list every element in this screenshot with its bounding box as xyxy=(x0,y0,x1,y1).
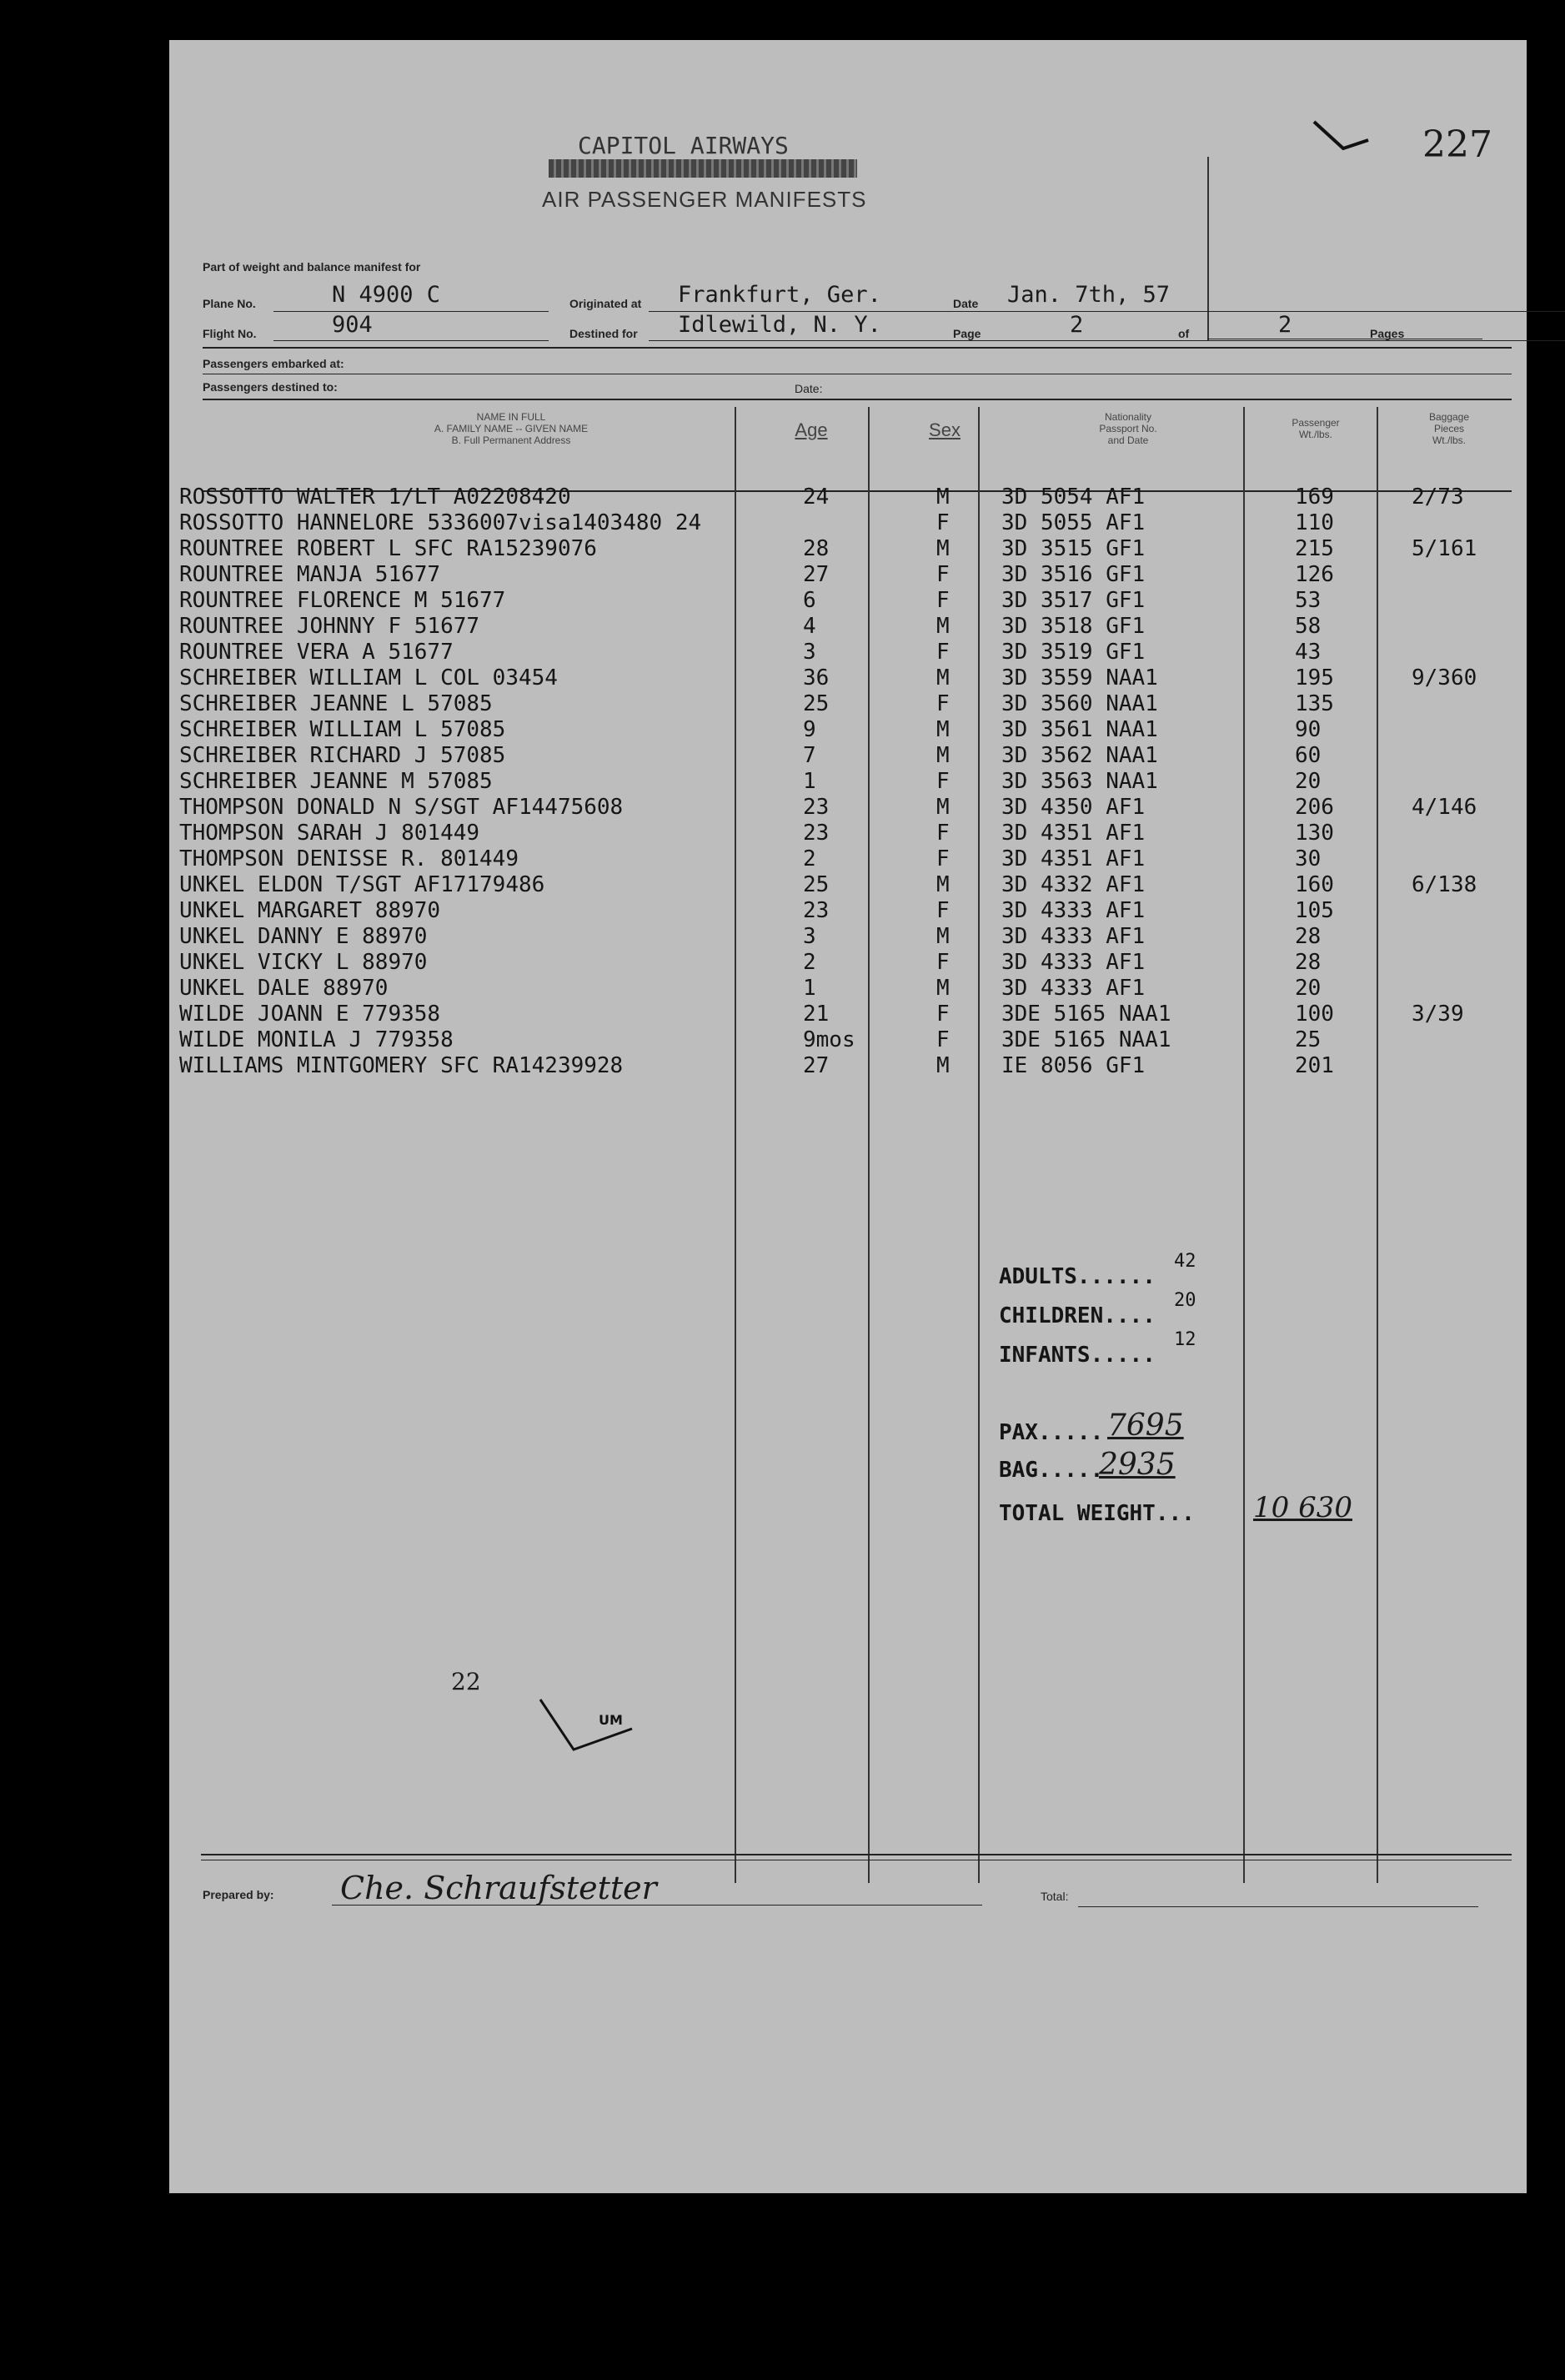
embarked-label: Passengers embarked at: xyxy=(203,357,344,370)
passenger-name: UNKEL ELDON T/SGT AF17179486 xyxy=(179,872,545,897)
col-weight-header: Passenger Wt./lbs. xyxy=(1292,417,1340,440)
destined-to-label: Passengers destined to: xyxy=(203,380,338,394)
passenger-weight: 206 xyxy=(1295,795,1334,820)
passenger-weight: 195 xyxy=(1295,665,1334,690)
passenger-age: 23 xyxy=(803,795,830,820)
passenger-passport: 3D 4350 AF1 xyxy=(1001,795,1146,820)
passenger-passport: 3D 4333 AF1 xyxy=(1001,950,1146,975)
page-number: 227 xyxy=(1422,123,1492,166)
passenger-passport: 3D 4333 AF1 xyxy=(1001,924,1146,949)
passenger-name: ROSSOTTO WALTER 1/LT A02208420 xyxy=(179,485,571,510)
passenger-name: SCHREIBER JEANNE L 57085 xyxy=(179,691,493,716)
passenger-weight: 90 xyxy=(1295,717,1322,742)
passenger-age: 36 xyxy=(803,665,830,690)
passenger-passport: IE 8056 GF1 xyxy=(1001,1053,1146,1078)
table-row xyxy=(169,1053,1527,1079)
passenger-passport: 3D 3560 NAA1 xyxy=(1001,691,1158,716)
table-row xyxy=(169,640,1527,665)
table-row xyxy=(169,510,1527,536)
passenger-passport: 3D 4351 AF1 xyxy=(1001,846,1146,871)
table-row xyxy=(169,743,1527,769)
passenger-passport: 3D 3518 GF1 xyxy=(1001,614,1146,639)
table-row xyxy=(169,846,1527,872)
passenger-passport: 3D 3515 GF1 xyxy=(1001,536,1146,561)
passenger-age: 27 xyxy=(803,562,830,587)
table-row xyxy=(169,562,1527,588)
infants-value: 12 xyxy=(1174,1329,1196,1350)
pax-value: 7695 xyxy=(1107,1408,1184,1443)
check-mark-icon xyxy=(1310,115,1377,168)
passenger-age: 7 xyxy=(803,743,816,768)
passenger-weight: 105 xyxy=(1295,898,1334,923)
pax-row: PAX..... 7695 xyxy=(999,1408,1184,1445)
passenger-age: 28 xyxy=(803,536,830,561)
col-passport-header: Nationality Passport No. and Date xyxy=(1099,411,1157,446)
passenger-name: ROUNTREE VERA A 51677 xyxy=(179,640,454,665)
bag-row: BAG..... 2935 xyxy=(999,1448,1176,1483)
passenger-sex: F xyxy=(936,846,950,871)
passenger-passport: 3D 5054 AF1 xyxy=(1001,485,1146,510)
passenger-passport: 3D 3517 GF1 xyxy=(1001,588,1146,613)
page-value: 2 xyxy=(1070,312,1084,338)
passenger-weight: 130 xyxy=(1295,821,1334,846)
passenger-age: 2 xyxy=(803,950,816,975)
passenger-name: UNKEL DANNY E 88970 xyxy=(179,924,428,949)
svg-text:UM: UM xyxy=(599,1712,623,1728)
col-age-header: Age xyxy=(795,419,828,440)
passenger-baggage: 9/360 xyxy=(1412,665,1477,690)
header-strike-bar xyxy=(549,159,857,178)
table-row xyxy=(169,536,1527,562)
of-label: of xyxy=(1178,327,1190,340)
flight-no-value: 904 xyxy=(332,312,373,338)
passenger-weight: 43 xyxy=(1295,640,1322,665)
passenger-age: 24 xyxy=(803,485,830,510)
passenger-sex: M xyxy=(936,743,950,768)
passenger-age: 6 xyxy=(803,588,816,613)
passenger-name: SCHREIBER WILLIAM L 57085 xyxy=(179,717,506,742)
passenger-passport: 3D 3563 NAA1 xyxy=(1001,769,1158,794)
table-row xyxy=(169,950,1527,976)
total-weight-row: TOTAL WEIGHT... 10 630 xyxy=(999,1491,1352,1526)
passenger-passport: 3D 3519 GF1 xyxy=(1001,640,1146,665)
destination-value: Idlewild, N. Y. xyxy=(678,312,881,338)
passenger-sex: M xyxy=(936,924,950,949)
part-of-label: Part of weight and balance manifest for xyxy=(203,260,421,274)
table-row xyxy=(169,588,1527,614)
passenger-name: WILLIAMS MINTGOMERY SFC RA14239928 xyxy=(179,1053,624,1078)
header-title: AIR PASSENGER MANIFESTS xyxy=(542,187,867,212)
passenger-weight: 160 xyxy=(1295,872,1334,897)
passenger-name: SCHREIBER JEANNE M 57085 xyxy=(179,769,493,794)
initials-mark xyxy=(536,1695,645,1765)
passenger-sex: F xyxy=(936,691,950,716)
passenger-age: 3 xyxy=(803,640,816,665)
passenger-weight: 215 xyxy=(1295,536,1334,561)
origin-value: Frankfurt, Ger. xyxy=(678,282,881,308)
flight-no-label: Flight No. xyxy=(203,327,257,340)
passenger-age: 9mos xyxy=(803,1027,855,1052)
passenger-sex: F xyxy=(936,1002,950,1027)
passenger-passport: 3D 4332 AF1 xyxy=(1001,872,1146,897)
infants-row: INFANTS..... 12 xyxy=(999,1329,1196,1368)
table-row xyxy=(169,924,1527,950)
passenger-sex: F xyxy=(936,562,950,587)
passenger-passport: 3D 3559 NAA1 xyxy=(1001,665,1158,690)
children-row: CHILDREN.... 20 xyxy=(999,1290,1196,1328)
adults-value: 42 xyxy=(1174,1251,1196,1272)
date-label: Date xyxy=(953,297,979,310)
passenger-name: ROUNTREE JOHNNY F 51677 xyxy=(179,614,480,639)
passenger-weight: 30 xyxy=(1295,846,1322,871)
passenger-name: THOMPSON DENISSE R. 801449 xyxy=(179,846,519,871)
passenger-sex: F xyxy=(936,898,950,923)
passenger-sex: F xyxy=(936,769,950,794)
note-22: 22 xyxy=(451,1668,481,1695)
children-value: 20 xyxy=(1174,1290,1196,1311)
passenger-weight: 100 xyxy=(1295,1002,1334,1027)
passenger-age: 1 xyxy=(803,769,816,794)
passenger-sex: M xyxy=(936,795,950,820)
table-row xyxy=(169,769,1527,795)
manifest-sheet xyxy=(169,40,1527,2193)
passenger-sex: F xyxy=(936,640,950,665)
page-label: Page xyxy=(953,327,981,340)
passenger-age: 21 xyxy=(803,1002,830,1027)
date2-label: Date: xyxy=(795,382,823,395)
originated-label: Originated at xyxy=(569,297,642,310)
passenger-age: 25 xyxy=(803,872,830,897)
pax-label: PAX xyxy=(999,1420,1038,1445)
plane-no-label: Plane No. xyxy=(203,297,256,310)
passenger-passport: 3D 3561 NAA1 xyxy=(1001,717,1158,742)
table-row xyxy=(169,898,1527,924)
bag-label: BAG xyxy=(999,1458,1038,1483)
passenger-weight: 28 xyxy=(1295,924,1322,949)
passenger-weight: 20 xyxy=(1295,769,1322,794)
passenger-name: ROUNTREE ROBERT L SFC RA15239076 xyxy=(179,536,597,561)
passenger-weight: 28 xyxy=(1295,950,1322,975)
passenger-passport: 3D 3516 GF1 xyxy=(1001,562,1146,587)
passenger-sex: F xyxy=(936,1027,950,1052)
passenger-baggage: 6/138 xyxy=(1412,872,1477,897)
passenger-age: 2 xyxy=(803,846,816,871)
passenger-name: ROUNTREE FLORENCE M 51677 xyxy=(179,588,506,613)
passenger-age: 23 xyxy=(803,898,830,923)
passenger-passport: 3D 4351 AF1 xyxy=(1001,821,1146,846)
passenger-sex: F xyxy=(936,510,950,535)
passenger-weight: 53 xyxy=(1295,588,1322,613)
infants-label: INFANTS xyxy=(999,1343,1091,1368)
passenger-sex: M xyxy=(936,614,950,639)
prepared-by-label: Prepared by: xyxy=(203,1888,274,1901)
table-row xyxy=(169,485,1527,510)
passenger-sex: M xyxy=(936,665,950,690)
passenger-passport: 3D 5055 AF1 xyxy=(1001,510,1146,535)
passenger-sex: M xyxy=(936,485,950,510)
passenger-name: THOMPSON SARAH J 801449 xyxy=(179,821,480,846)
table-row xyxy=(169,691,1527,717)
table-row xyxy=(169,717,1527,743)
passenger-age: 3 xyxy=(803,924,816,949)
plane-no-value: N 4900 C xyxy=(332,282,441,308)
passenger-age: 23 xyxy=(803,821,830,846)
passenger-passport: 3D 4333 AF1 xyxy=(1001,976,1146,1001)
passenger-passport: 3D 4333 AF1 xyxy=(1001,898,1146,923)
passenger-sex: F xyxy=(936,950,950,975)
passenger-sex: M xyxy=(936,976,950,1001)
passenger-name: ROUNTREE MANJA 51677 xyxy=(179,562,441,587)
passenger-weight: 20 xyxy=(1295,976,1322,1001)
passenger-sex: M xyxy=(936,872,950,897)
total-label: Total: xyxy=(1041,1890,1069,1903)
passenger-age: 9 xyxy=(803,717,816,742)
passenger-name: WILDE JOANN E 779358 xyxy=(179,1002,441,1027)
passenger-age: 1 xyxy=(803,976,816,1001)
passenger-weight: 126 xyxy=(1295,562,1334,587)
passenger-age: 25 xyxy=(803,691,830,716)
date-value: Jan. 7th, 57 xyxy=(1007,282,1171,308)
table-row xyxy=(169,821,1527,846)
table-row xyxy=(169,614,1527,640)
passenger-age: 27 xyxy=(803,1053,830,1078)
passenger-passport: 3DE 5165 NAA1 xyxy=(1001,1027,1171,1052)
passenger-baggage: 4/146 xyxy=(1412,795,1477,820)
passenger-sex: F xyxy=(936,821,950,846)
col-name-header: NAME IN FULL A. FAMILY NAME -- GIVEN NAME B. Full Permanent Address xyxy=(434,411,589,446)
col-sex-header: Sex xyxy=(929,419,961,440)
children-label: CHILDREN xyxy=(999,1303,1104,1328)
passenger-sex: F xyxy=(936,588,950,613)
destined-label: Destined for xyxy=(569,327,638,340)
passenger-baggage: 5/161 xyxy=(1412,536,1477,561)
passenger-weight: 25 xyxy=(1295,1027,1322,1052)
table-row xyxy=(169,795,1527,821)
passenger-name: ROSSOTTO HANNELORE 5336007visa1403480 24 xyxy=(179,510,702,535)
table-row xyxy=(169,976,1527,1002)
adults-row: ADULTS...... 42 xyxy=(999,1251,1196,1289)
passenger-weight: 110 xyxy=(1295,510,1334,535)
passenger-sex: M xyxy=(936,717,950,742)
passenger-age: 4 xyxy=(803,614,816,639)
passenger-weight: 201 xyxy=(1295,1053,1334,1078)
passenger-sex: M xyxy=(936,536,950,561)
passenger-name: THOMPSON DONALD N S/SGT AF14475608 xyxy=(179,795,624,820)
passenger-baggage: 2/73 xyxy=(1412,485,1464,510)
passenger-baggage: 3/39 xyxy=(1412,1002,1464,1027)
of-pages-value: 2 xyxy=(1278,312,1292,338)
passenger-name: SCHREIBER WILLIAM L COL 03454 xyxy=(179,665,558,690)
table-row xyxy=(169,872,1527,898)
passenger-weight: 169 xyxy=(1295,485,1334,510)
passenger-weight: 135 xyxy=(1295,691,1334,716)
total-weight-value: 10 630 xyxy=(1253,1491,1352,1524)
passenger-name: WILDE MONILA J 779358 xyxy=(179,1027,454,1052)
passenger-name: SCHREIBER RICHARD J 57085 xyxy=(179,743,506,768)
adults-label: ADULTS xyxy=(999,1264,1077,1289)
total-weight-label: TOTAL WEIGHT xyxy=(999,1501,1156,1526)
pages-label: Pages xyxy=(1370,327,1405,340)
prepared-by-signature: Che. Schraufstetter xyxy=(340,1870,657,1906)
bag-value: 2935 xyxy=(1099,1448,1176,1482)
passenger-sex: M xyxy=(936,1053,950,1078)
table-row xyxy=(169,665,1527,691)
header-airline: CAPITOL AIRWAYS xyxy=(578,132,789,159)
passenger-name: UNKEL MARGARET 88970 xyxy=(179,898,441,923)
table-row xyxy=(169,1027,1527,1053)
passenger-weight: 58 xyxy=(1295,614,1322,639)
passenger-passport: 3D 3562 NAA1 xyxy=(1001,743,1158,768)
col-baggage-header: Baggage Pieces Wt./lbs. xyxy=(1428,411,1470,446)
passenger-name: UNKEL VICKY L 88970 xyxy=(179,950,428,975)
table-row xyxy=(169,1002,1527,1027)
passenger-passport: 3DE 5165 NAA1 xyxy=(1001,1002,1171,1027)
passenger-name: UNKEL DALE 88970 xyxy=(179,976,389,1001)
passenger-weight: 60 xyxy=(1295,743,1322,768)
